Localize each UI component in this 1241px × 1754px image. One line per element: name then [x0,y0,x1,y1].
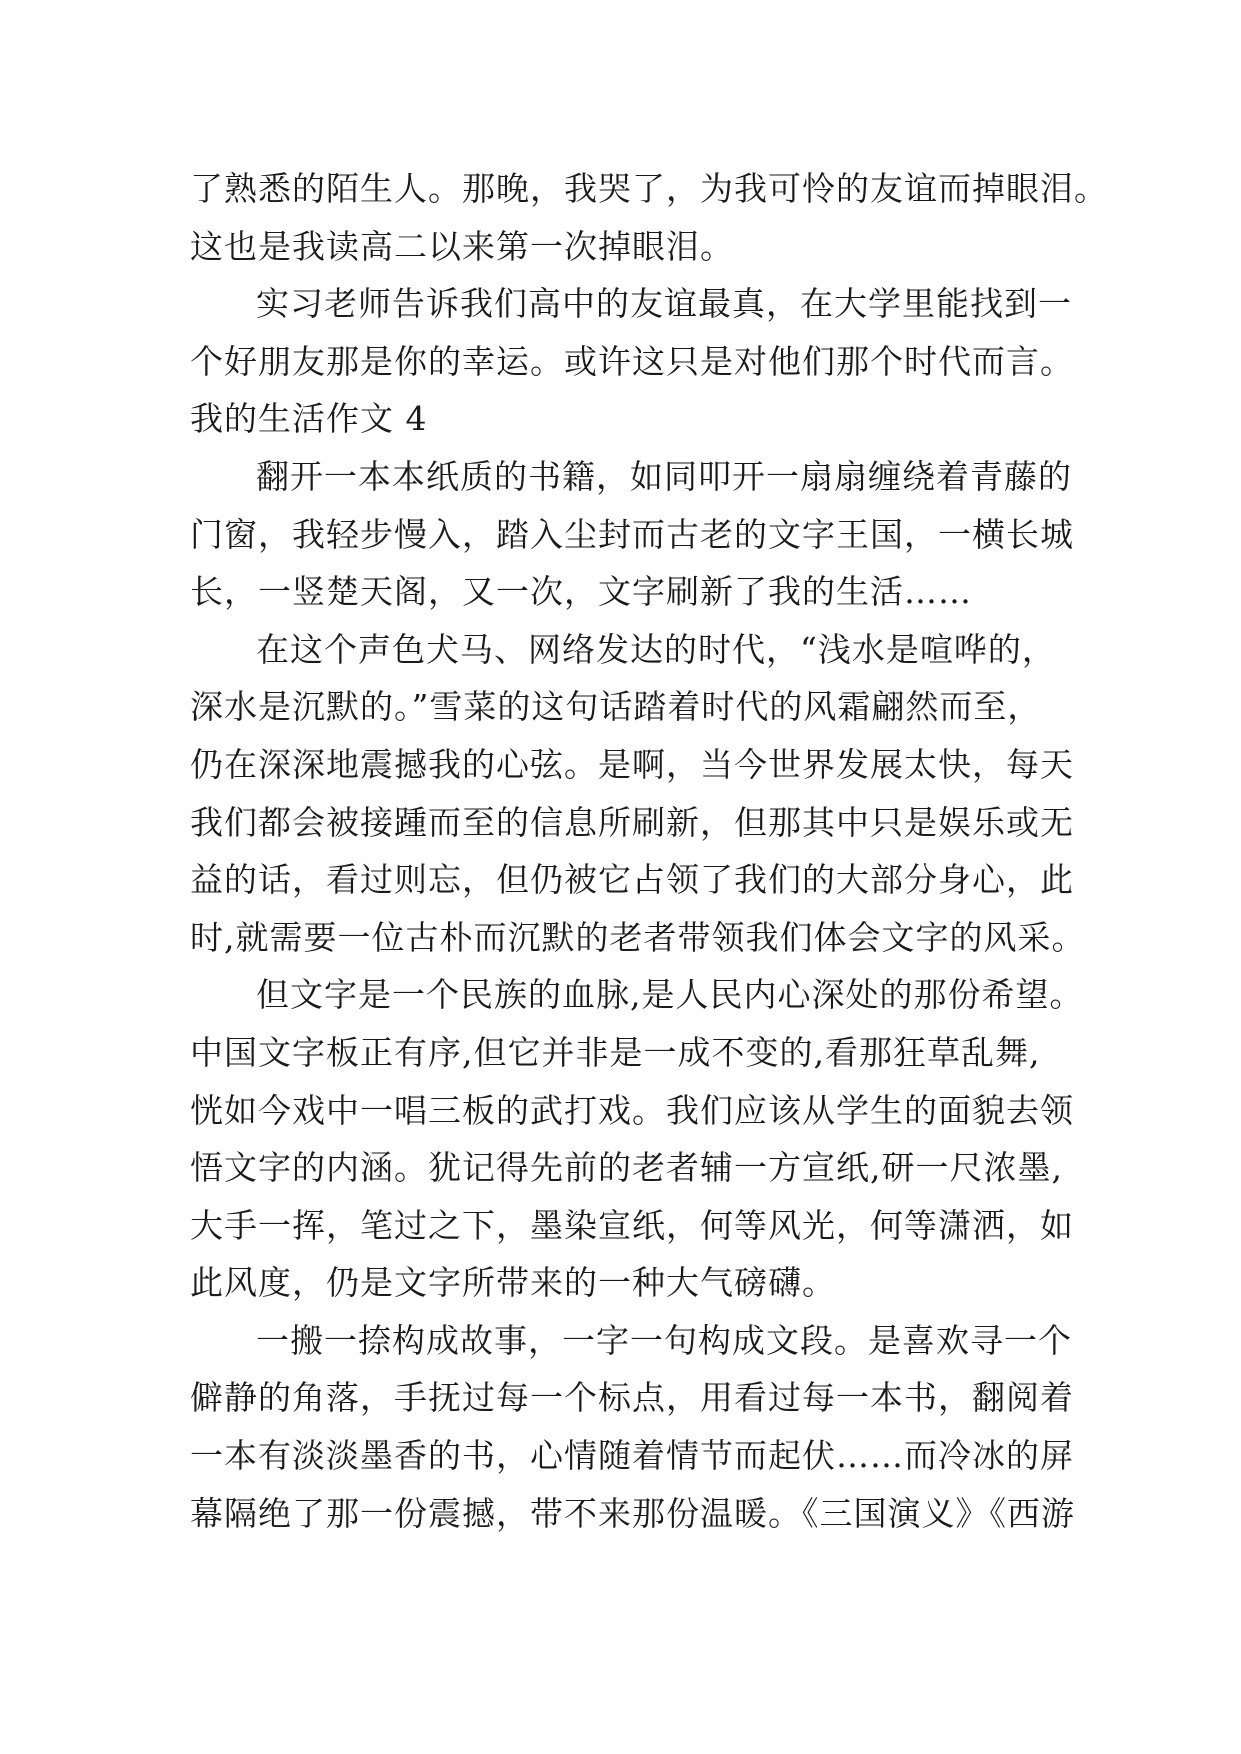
text-line: 此风度，仍是文字所带来的一种大气磅礴。 [190,1263,836,1303]
essay-body [190,160,1108,1542]
text-line: 仍在深深地震撼我的心弦。是啊，当今世界发展太快，每天 [190,744,1074,784]
text-line: 恍如今戏中一唱三板的武打戏。我们应该从学生的面貌去领 [190,1090,1074,1130]
text-line: 实习老师告诉我们高中的友谊最真，在大学里能找到一 [256,284,1072,324]
text-line: 悟文字的内涵。犹记得先前的老者辅一方宣纸,研一尺浓墨, [190,1148,1063,1188]
text-line: 翻开一本本纸质的书籍，如同叩开一扇扇缠绕着青藤的 [256,456,1072,496]
text-line: 个好朋友那是你的幸运。或许这只是对他们那个时代而言。 [190,341,1074,381]
text-line: 但文字是一个民族的血脉,是人民内心深处的那份希望。 [256,975,1084,1015]
text-line: 了熟悉的陌生人。那晚，我哭了，为我可怜的友谊而掉眼泪。 [190,169,1108,208]
text-line: 我们都会被接踵而至的信息所刷新，但那其中只是娱乐或无 [190,802,1074,842]
text-line: 长，一竖楚天阁，又一次，文字刷新了我的生活…… [190,572,972,612]
text-line: 门窗，我轻步慢入，踏入尘封而古老的文字王国，一横长城 [190,514,1074,554]
text-line: 深水是沉默的。”雪菜的这句话踏着时代的风霜翩然而至， [190,687,1042,727]
text-line: 益的话，看过则忘，但仍被它占领了我们的大部分身心，此 [190,860,1074,900]
text-line: 时,就需要一位古朴而沉默的老者带领我们体会文字的风采。 [190,917,1086,957]
text-line: 大手一挥，笔过之下，墨染宣纸，何等风光，何等潇洒，如 [190,1205,1074,1245]
text-line: 幕隔绝了那一份震撼，带不来那份温暖。《三国演义》《西游 [190,1493,1075,1533]
text-line: 这也是我读高二以来第一次掉眼泪。 [190,226,734,266]
text-line: 僻静的角落，手抚过每一个标点，用看过每一本书，翻阅着 [190,1378,1074,1418]
text-line: 中国文字板正有序,但它并非是一成不变的,看那狂草乱舞, [190,1032,1041,1072]
text-line: 一搬一捺构成故事，一字一句构成文段。是喜欢寻一个 [256,1320,1072,1360]
text-line: 在这个声色犬马、网络发达的时代，“浅水是喧哗的， [256,629,1056,669]
text-line: 一本有淡淡墨香的书，心情随着情节而起伏……而冷冰的屏 [190,1436,1074,1476]
section-heading: 我的生活作文 4 [190,399,428,439]
